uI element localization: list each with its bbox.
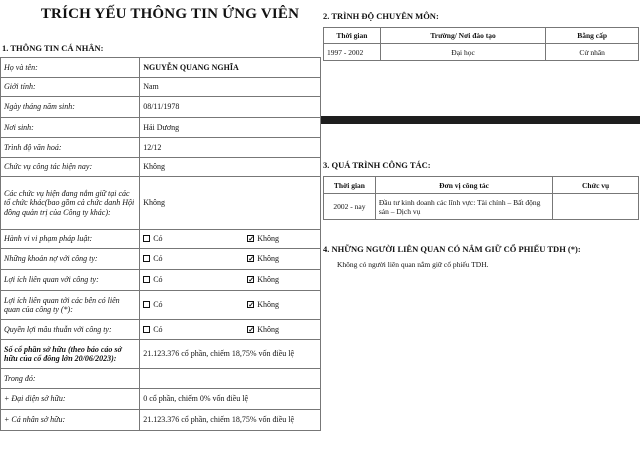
yes-checkbox[interactable] <box>143 276 150 283</box>
representative-shares-value: 0 cổ phần, chiếm 0% vốn điều lệ <box>140 389 321 410</box>
row-label: Hành vi vi phạm pháp luật: <box>1 230 140 249</box>
row-label: Lợi ích liên quan tới các bên có liên quan của công ty (*): <box>1 291 140 320</box>
table-row <box>1 138 321 158</box>
yes-no-options <box>140 291 321 320</box>
yes-checkbox[interactable] <box>143 301 150 308</box>
column-header: Bằng cấp <box>546 28 639 44</box>
yes-label: Có <box>153 254 163 264</box>
no-checkbox[interactable] <box>247 326 254 333</box>
yes-label: Có <box>153 324 163 334</box>
yes-checkbox[interactable] <box>143 235 150 242</box>
table-row <box>324 194 639 220</box>
table-header-row <box>324 177 639 194</box>
no-label: Không <box>257 324 279 334</box>
related-persons-text: Không có người liên quan nắm giữ cổ phiếu TDH. <box>337 260 489 269</box>
table-row <box>324 44 639 61</box>
yes-no-options <box>140 230 321 249</box>
row-label: Trong đó: <box>1 369 140 389</box>
row-label: Số cổ phần sở hữu (theo báo cáo sở hữu của cổ đông lớn 20/06/2023): <box>1 340 140 369</box>
column-header: Chức vụ <box>553 177 639 194</box>
yes-checkbox[interactable] <box>143 255 150 262</box>
yes-label: Có <box>153 234 163 244</box>
table-row <box>1 340 321 369</box>
section-4-heading: 4. NHỮNG NGƯỜI LIÊN QUAN CÓ NẮM GIỮ CỔ PHIẾU TDH (*): <box>323 244 581 254</box>
gender-value: Nam <box>140 78 321 97</box>
yes-no-options <box>140 270 321 291</box>
table-row <box>1 389 321 410</box>
shares-owned-value: 21.123.376 cổ phần, chiếm 18,75% vốn điều lệ <box>140 340 321 369</box>
no-label: Không <box>257 300 279 310</box>
personal-info-table <box>0 57 321 431</box>
section-2-heading: 2. TRÌNH ĐỘ CHUYÊN MÔN: <box>323 11 439 21</box>
table-header-row <box>324 28 639 44</box>
table-cell: Cử nhân <box>546 44 639 61</box>
column-header: Trường/ Nơi đào tạo <box>380 28 545 44</box>
yes-label: Có <box>153 275 163 285</box>
table-row <box>1 249 321 270</box>
table-row <box>1 270 321 291</box>
table-row <box>1 177 321 230</box>
work-history-table <box>323 176 639 220</box>
yes-label: Có <box>153 300 163 310</box>
row-label: Giới tính: <box>1 78 140 97</box>
page-divider-bar <box>321 116 640 124</box>
row-label: Lợi ích liên quan với công ty: <box>1 270 140 291</box>
table-cell: Đại học <box>380 44 545 61</box>
other-positions-value: Không <box>140 177 321 230</box>
table-row <box>1 230 321 249</box>
table-row <box>1 158 321 177</box>
table-row <box>1 118 321 138</box>
row-label: Chức vụ công tác hiện nay: <box>1 158 140 177</box>
birthplace-value: Hải Dương <box>140 118 321 138</box>
table-row <box>1 410 321 431</box>
section-1-heading: 1. THÔNG TIN CÁ NHÂN: <box>2 43 104 53</box>
yes-no-options <box>140 320 321 340</box>
no-label: Không <box>257 234 279 244</box>
right-page <box>321 0 640 450</box>
table-row <box>1 320 321 340</box>
table-row <box>1 78 321 97</box>
row-label: Quyền lợi mâu thuẫn với công ty: <box>1 320 140 340</box>
table-cell <box>553 194 639 220</box>
no-checkbox[interactable] <box>247 276 254 283</box>
table-row <box>1 58 321 78</box>
table-cell: Đầu tư kinh doanh các lĩnh vực: Tài chính – Bất động sản – Dịch vụ <box>375 194 552 220</box>
yes-no-options <box>140 249 321 270</box>
row-label: Trình độ văn hoá: <box>1 138 140 158</box>
page-title: TRÍCH YẾU THÔNG TIN ỨNG VIÊN <box>40 6 300 22</box>
no-checkbox[interactable] <box>247 301 254 308</box>
no-label: Không <box>257 254 279 264</box>
row-label: + Đại diện sở hữu: <box>1 389 140 410</box>
column-header: Thời gian <box>324 177 376 194</box>
birthdate-value: 08/11/1978 <box>140 97 321 118</box>
table-row <box>1 291 321 320</box>
column-header: Thời gian <box>324 28 381 44</box>
row-label: Ngày tháng năm sinh: <box>1 97 140 118</box>
education-table <box>323 27 639 61</box>
personal-shares-value: 21.123.376 cổ phần, chiếm 18,75% vốn điều lệ <box>140 410 321 431</box>
row-label: Họ và tên: <box>1 58 140 78</box>
row-label: Nơi sinh: <box>1 118 140 138</box>
education-level-value: 12/12 <box>140 138 321 158</box>
section-3-heading: 3. QUÁ TRÌNH CÔNG TÁC: <box>323 160 431 170</box>
row-label: Những khoản nợ với công ty: <box>1 249 140 270</box>
row-label: Các chức vụ hiện đang nắm giữ tại các tổ chức khác(bao gồm cả chức danh Hội đồng quản trị của Công ty khác): <box>1 177 140 230</box>
column-header: Đơn vị công tác <box>375 177 552 194</box>
no-checkbox[interactable] <box>247 255 254 262</box>
yes-checkbox[interactable] <box>143 326 150 333</box>
no-checkbox[interactable] <box>247 235 254 242</box>
table-row <box>1 369 321 389</box>
table-cell: 1997 - 2002 <box>324 44 381 61</box>
row-label: + Cá nhân sở hữu: <box>1 410 140 431</box>
full-name-value: NGUYỄN QUANG NGHĨA <box>140 58 321 78</box>
table-row <box>1 97 321 118</box>
table-cell: 2002 - nay <box>324 194 376 220</box>
no-label: Không <box>257 275 279 285</box>
current-position-value: Không <box>140 158 321 177</box>
empty-cell <box>140 369 321 389</box>
